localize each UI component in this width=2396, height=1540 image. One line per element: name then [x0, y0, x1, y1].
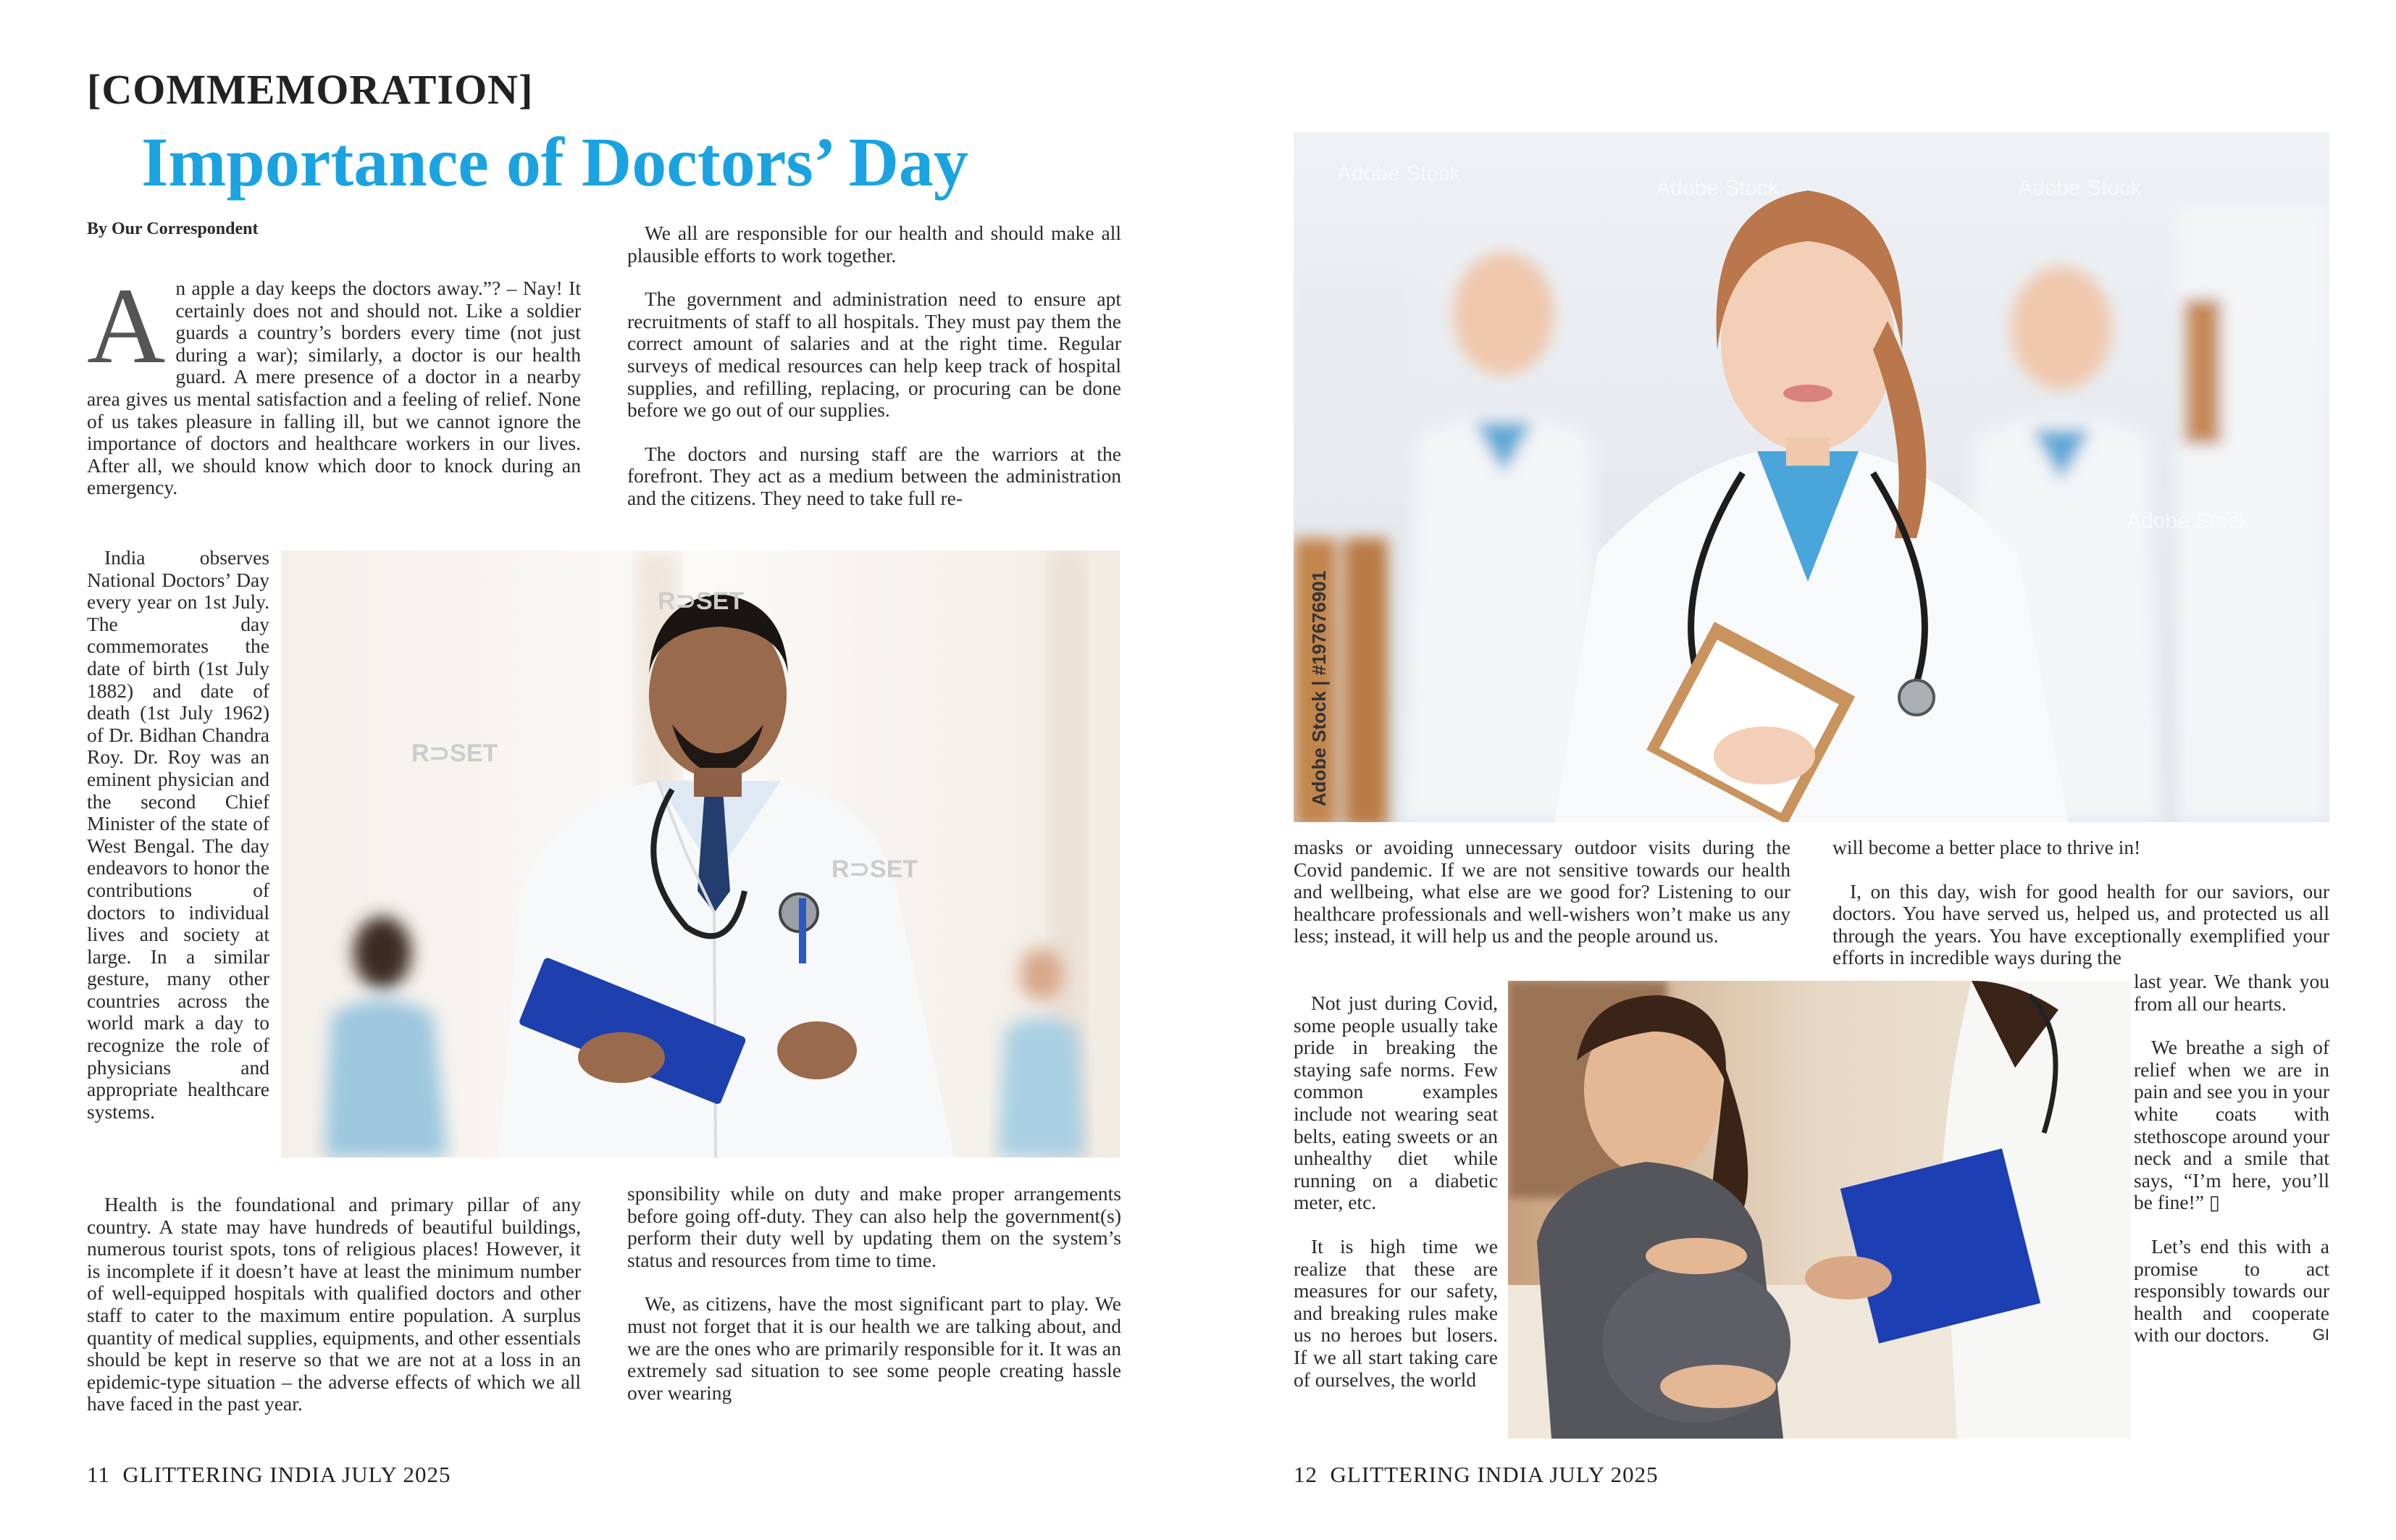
intro-paragraph [87, 266, 581, 499]
male-doctor-photo [281, 551, 1120, 1158]
right-column-two-top [1832, 837, 2329, 991]
left-page-footer [87, 1462, 451, 1488]
body-paragraph: We all are responsible for our health and should make all plausible efforts to work together. [627, 222, 1121, 267]
article-headline: Importance of Doctors’ Day [141, 123, 968, 201]
watermark-text: Adobe Stock [1656, 176, 1780, 200]
body-paragraph: I, on this day, wish for good health for our saviors, our doctors. You have served us, helped us, and protected us all through the years. You have exceptionally exemplified your efforts in incredible ways during the [1832, 879, 2329, 969]
narrow-paragraph: India observes National Doctors’ Day every year on 1st July. The day commemorates the date of birth (1st July 1882) and date of death (1st July 1962) of Dr. Bidhan Chandra Roy. Dr. Roy was an eminent physician and the second Chief Minister of the state of West Bengal. The day endeavors to honor the contributions of doctors to individual lives and society at large. In a similar gesture, many other countries across the world mark a day to recognize the role of physicians and appropriate healthcare systems. [87, 546, 269, 1123]
narrow-column [87, 547, 269, 1144]
body-paragraph: Not just during Covid, some people usually take pride in breaking the staying safe norms. Few common examples include not wearing seat belts, eating sweets or an unhealthy diet while running on a diabetic meter, etc. [1294, 992, 1498, 1214]
watermark-text: R⊃SET [832, 855, 918, 883]
page-number: 11 [87, 1462, 110, 1487]
image-credit: Adobe Stock | #197676901 [1308, 570, 1330, 806]
body-paragraph: We, as citizens, have the most significant part to play. We must not forget that it is our health we are talking about, and we are the ones who are primarily responsible for it. It was an extremely sad situation to see some people creating hassle over wearing [627, 1292, 1121, 1404]
byline: By Our Correspondent [87, 219, 259, 238]
column-one-bottom [87, 1194, 581, 1437]
intro-text: n apple a day keeps the doctors away.”? – Nay! It certainly does not and should not. Like a soldier guards a country’s borders every time (not just during a war); similarly, a doctor is our health guard. A mere presence of a doctor in a nearby area gives us mental satisfaction and a feeling of relief. None of us takes pleasure in falling ill, but we cannot ignore the importance of doctors and healthcare workers in our lives. After all, we should know which door to knock during an emergency. [87, 277, 581, 499]
column-two-top [627, 222, 1121, 532]
watermark-text: Adobe Stock [2127, 509, 2250, 533]
body-paragraph: The government and administration need to ensure apt recruitments of staff to all hospitals. They must pay them the correct amount of salaries and at the right time. Regular surveys of medical resources can help keep track of hospital supplies, and refilling, replacing, or procuring can be done before we go out of our supplies. [627, 288, 1121, 422]
watermark-text: Adobe Stock [1337, 162, 1461, 185]
patient-consultation-photo [1508, 981, 2131, 1439]
body-paragraph [2134, 1236, 2329, 1347]
body-paragraph: The doctors and nursing staff are the warriors at the forefront. They act as a medium between the administration and the citizens. They need to take full re- [627, 442, 1121, 509]
right-page-footer [1294, 1462, 1659, 1488]
column-two-bottom [627, 1183, 1121, 1426]
magazine-issue: GLITTERING INDIA JULY 2025 [122, 1462, 451, 1487]
body-paragraph: It is high time we realize that these are measures for our safety, and breaking rules make us no heroes but losers. If we all start taking care of ourselves, the world [1294, 1234, 1498, 1391]
body-paragraph: We breathe a sigh of relief when we are in pain and see you in your white coats with stethoscope around your neck and a smile that says, “I’m here, you’ll be fine!” ▯ [2134, 1036, 2329, 1214]
body-paragraph: masks or avoiding unnecessary outdoor visits during the Covid pandemic. If we are not sensitive towards our health and wellbeing, what else are we good for? Listening to our healthcare professionals and well-wishers won’t make us any less; instead, it will help us and the people around us. [1294, 836, 1790, 947]
body-paragraph: last year. We thank you from all our hearts. [2134, 970, 2329, 1015]
body-paragraph: will become a better place to thrive in! [1832, 836, 2141, 858]
watermark-text: R⊃SET [411, 740, 498, 767]
watermark-text: R⊃SET [658, 587, 745, 615]
watermark-text: Adobe Stock [2018, 176, 2142, 200]
page-number: 12 [1294, 1462, 1318, 1487]
female-doctors-photo [1294, 133, 2329, 822]
right-column-one-top [1294, 837, 1790, 969]
signoff: GI [2312, 1326, 2329, 1344]
closing-text: Let’s end this with a promise to act responsibly towards our health and cooperate with our doctors. [2134, 1234, 2329, 1347]
magazine-issue: GLITTERING INDIA JULY 2025 [1330, 1462, 1659, 1487]
body-paragraph: Health is the foundational and primary pillar of any country. A state may have hundreds of beautiful buildings, numerous tourist spots, tons of religious places! However, it is incomplete if it doesn’t have at least the minimum number of well-equipped hospitals with qualified doctors and other staff to cater to the maximum entire population. A surplus quantity of medical supplies, equipments, and other essentials should be kept in reserve so that we are not at a loss in an epidemic-type situation – the adverse effects of which we all have faced in the past year. [87, 1193, 581, 1415]
body-paragraph: sponsibility while on duty and make proper arrangements before going off-duty. They can also help the government(s) perform their duty well by updating them on the system’s status and resources from time to time. [627, 1182, 1121, 1271]
section-label: [COMMEMORATION] [87, 66, 534, 113]
right-narrow-column-two [2134, 971, 2329, 1368]
drop-cap: A [87, 266, 166, 386]
right-narrow-column [1294, 992, 1498, 1413]
